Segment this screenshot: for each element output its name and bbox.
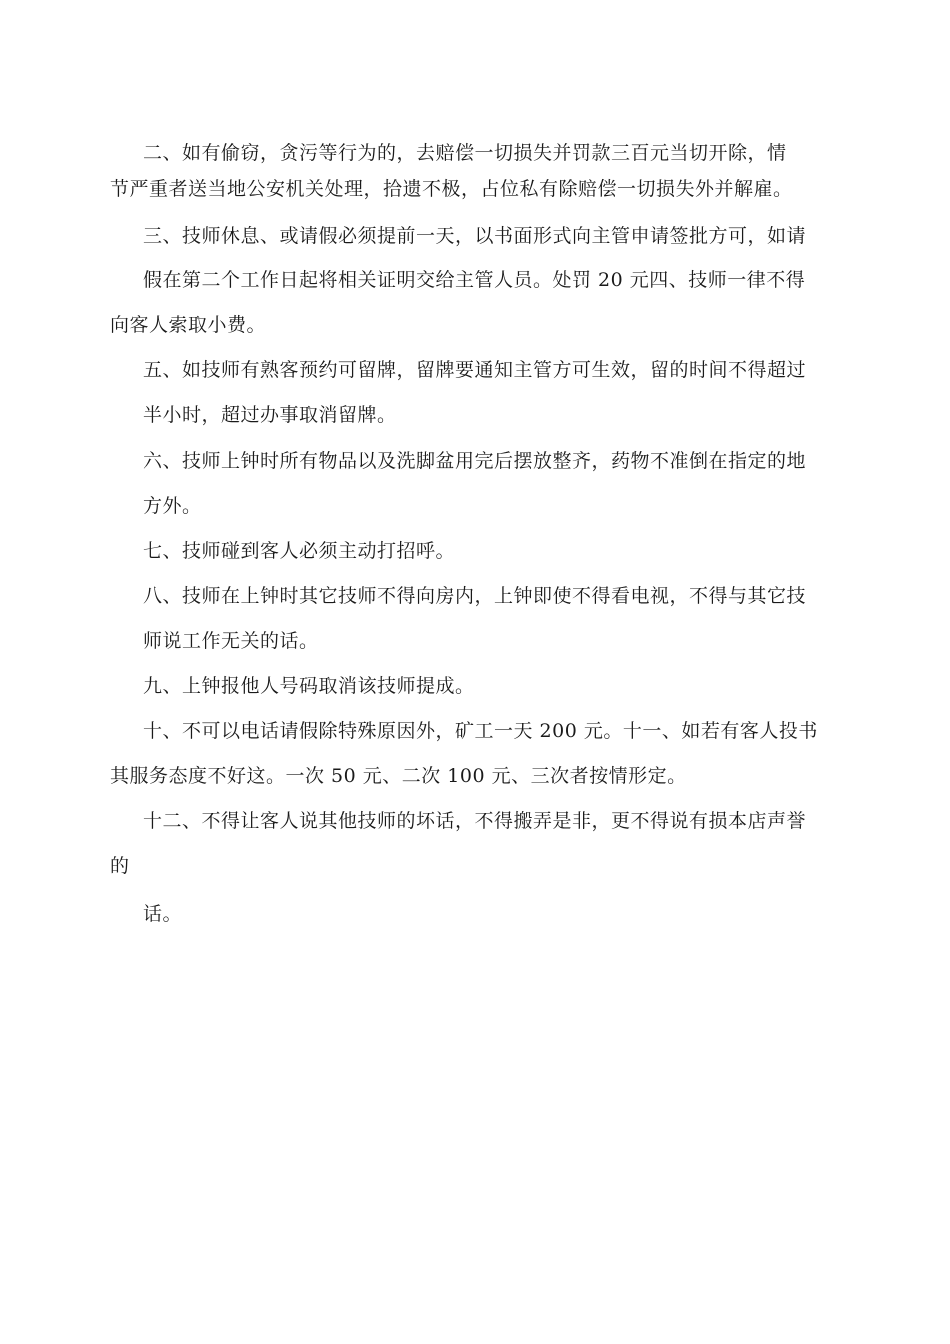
text-line: 五、如技师有熟客预约可留牌，留牌要通知主管方可生效，留的时间不得超过 — [143, 359, 807, 381]
text-line: 向客人索取小费。 — [110, 314, 267, 336]
text-line: 半小时，超过办事取消留牌。 — [143, 404, 397, 426]
text-line: 假在第二个工作日起将相关证明交给主管人员。处罚 20 元四、技师一律不得 — [143, 269, 806, 291]
text-line: 七、技师碰到客人必须主动打招呼。 — [143, 540, 456, 562]
text-line: 十、不可以电话请假除特殊原因外，矿工一天 200 元。十一、如若有客人投书 — [143, 720, 818, 742]
text-line: 师说工作无关的话。 — [143, 630, 319, 652]
text-line: 话。 — [143, 903, 183, 925]
text-line: 方外。 — [143, 495, 202, 517]
text-line: 九、上钟报他人号码取消该技师提成。 — [143, 675, 475, 697]
text-line: 十二、不得让客人说其他技师的坏话，不得搬弄是非，更不得说有损本店声誉 — [143, 810, 807, 832]
text-line: 其服务态度不好这。一次 50 元、二次 100 元、三次者按情形定。 — [110, 765, 687, 787]
text-line: 二、如有偷窃，贪污等行为的，去赔偿一切损失并罚款三百元当切开除，情 — [143, 142, 787, 164]
text-line: 节严重者送当地公安机关处理，拾遗不极，占位私有除赔偿一切损失外并解雇。 — [110, 178, 793, 200]
text-line: 六、技师上钟时所有物品以及洗脚盆用完后摆放整齐，药物不准倒在指定的地 — [143, 450, 807, 472]
text-line: 三、技师休息、或请假必须提前一天，以书面形式向主管申请签批方可，如请 — [143, 225, 807, 247]
text-line: 八、技师在上钟时其它技师不得向房内，上钟即使不得看电视，不得与其它技 — [143, 585, 807, 607]
text-line: 的 — [110, 855, 130, 877]
